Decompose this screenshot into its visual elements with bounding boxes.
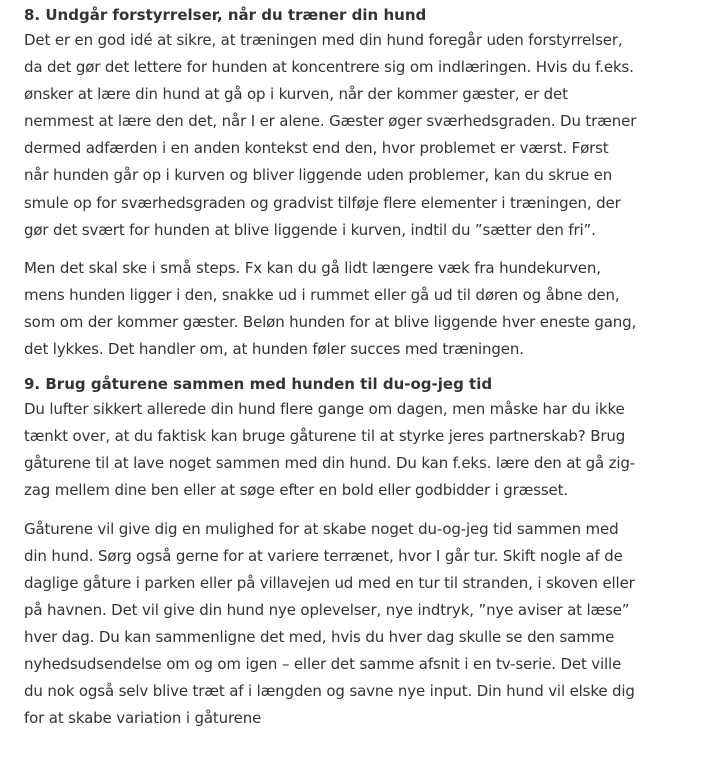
section-8: [24, 4, 664, 363]
text-line: Det er en god idé at sikre, at træningen med din hund foregår uden forstyrrelser,: [24, 31, 623, 49]
text-line: du nok også selv blive træt af i længden og savne nye input. Din hund vil elske dig: [24, 682, 635, 701]
text-line: Gåturene vil give dig en mulighed for at skabe noget du-og-jeg tid sammen med: [24, 519, 619, 538]
text-line: hver dag. Du kan sammenligne det med, hvis du hver dag skulle se den samme: [24, 627, 615, 646]
text-line: når hunden går op i kurven og bliver liggende uden problemer, kan du skrue en: [24, 166, 613, 185]
section-heading: 9. Brug gåturene sammen med hunden til du-og-jeg tid: [24, 375, 493, 394]
text-line: det lykkes. Det handler om, at hunden føler succes med træningen.: [24, 340, 524, 359]
section-heading: 8. Undgår forstyrrelser, når du træner din hund: [24, 6, 427, 24]
paragraph: [24, 516, 664, 733]
text-line: gåturene til at lave noget sammen med din hund. Du kan f.eks. lære den at gå zig-: [24, 454, 636, 473]
section-9: [24, 373, 664, 732]
text-line: ønsker at lære din hund at gå op i kurven, når der kommer gæster, er det: [24, 85, 568, 104]
text-line: daglige gåture i parken eller på villavejen ud med en tur til stranden, i skoven eller: [24, 573, 635, 592]
paragraph: [24, 255, 664, 363]
text-line: for at skabe variation i gåturene: [24, 709, 262, 728]
text-line: som om der kommer gæster. Beløn hunden for at blive liggende hver eneste gang,: [24, 312, 637, 331]
text-line: Du lufter sikkert allerede din hund flere gange om dagen, men måske har du ikke: [24, 400, 625, 419]
text-line: gør det svært for hunden at blive liggende i kurven, indtil du ”sætter den fri”.: [24, 220, 596, 239]
paragraph: [24, 27, 664, 244]
text-line: da det gør det lettere for hunden at koncentrere sig om indlæringen. Hvis du f.eks.: [24, 58, 634, 77]
text-line: zag mellem dine ben eller at søge efter en bold eller godbidder i græsset.: [24, 481, 568, 500]
text-line: nyhedsudsendelse om og om igen – eller det samme afsnit i en tv-serie. Det ville: [24, 654, 622, 673]
text-line: smule op for sværhedsgraden og gradvist tilføje flere elementer i træningen, der: [24, 193, 621, 212]
text-line: nemmest at lære den det, når I er alene. Gæster øger sværhedsgraden. Du træner: [24, 112, 637, 131]
text-line: dermed adfærden i en anden kontekst end den, hvor problemet er værst. Først: [24, 139, 609, 158]
text-line: på havnen. Det vil give din hund nye oplevelser, nye indtryk, ”nye aviser at læse”: [24, 600, 630, 619]
text-line: tænkt over, at du faktisk kan bruge gåturene til at styrke jeres partnerskab? Brug: [24, 427, 626, 446]
paragraph: [24, 396, 664, 504]
text-line: mens hunden ligger i den, snakke ud i rummet eller gå ud til døren og åbne den,: [24, 285, 620, 304]
text-line: Men det skal ske i små steps. Fx kan du gå lidt længere væk fra hundekurven,: [24, 258, 601, 277]
text-line: din hund. Sørg også gerne for at variere terrænet, hvor I går tur. Skift nogle af de: [24, 546, 623, 565]
